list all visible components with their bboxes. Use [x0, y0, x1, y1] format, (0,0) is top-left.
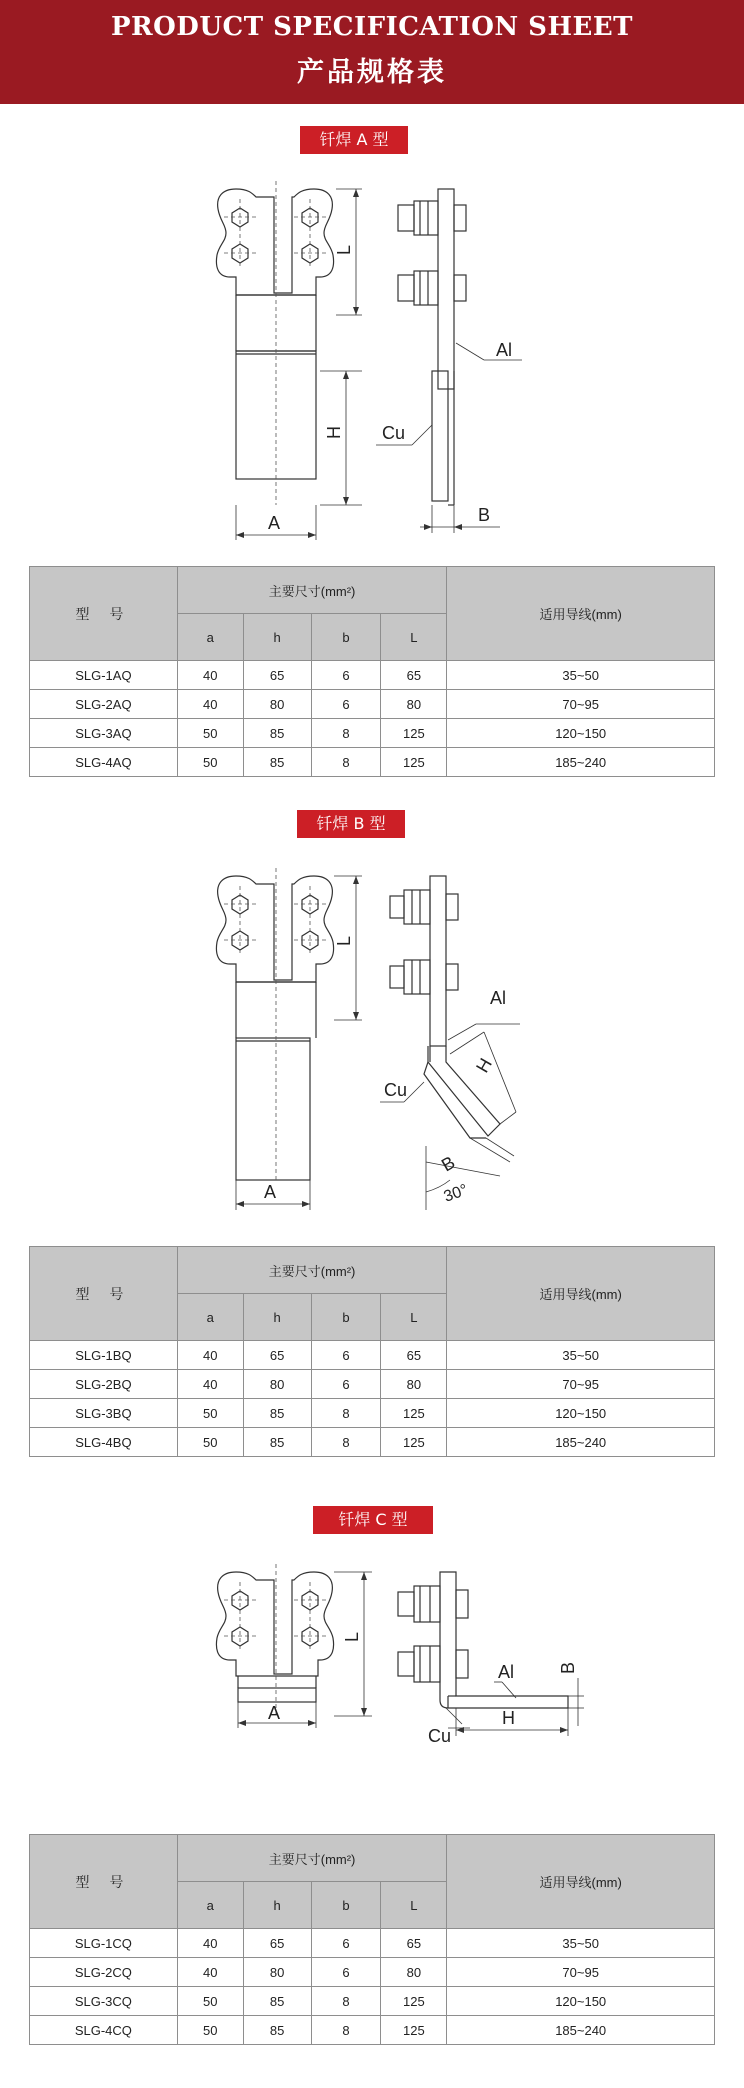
header-banner: [0, 0, 744, 104]
model-header: 型 号: [30, 1247, 178, 1341]
cell-l: 80: [381, 1958, 447, 1987]
cell-wire: 70~95: [447, 690, 715, 719]
dim-label-a-a: A: [268, 513, 281, 533]
dim-label-h-a: H: [324, 426, 344, 439]
cell-l: 65: [381, 661, 447, 690]
cell-h: 80: [243, 690, 311, 719]
cell-wire: 185~240: [447, 1428, 715, 1457]
cell-a: 50: [177, 1428, 243, 1457]
dim-label-l-a: L: [334, 244, 354, 255]
material-label-cu-a: Cu: [382, 423, 406, 443]
spec-table-c: [29, 1834, 715, 2045]
section-label-b: 钎焊 B 型: [297, 810, 405, 838]
wire-header: 适用导线(mm): [447, 567, 715, 661]
cell-a: 40: [177, 1958, 243, 1987]
material-label-cu-c: Cu: [428, 1726, 452, 1746]
model-header: 型 号: [30, 567, 178, 661]
cell-a: 50: [177, 2016, 243, 2045]
title-english: PRODUCT SPECIFICATION SHEET: [111, 12, 633, 42]
cell-l: 125: [381, 1399, 447, 1428]
table-row: [30, 1341, 715, 1370]
dim-label-angle-b: 30°: [441, 1181, 471, 1206]
cell-model: SLG-1BQ: [30, 1341, 178, 1370]
dim-label-a-b: A: [264, 1182, 277, 1202]
cell-model: SLG-4AQ: [30, 748, 178, 777]
wire-header: 适用导线(mm): [447, 1835, 715, 1929]
table-row: [30, 2016, 715, 2045]
table-row: [30, 1428, 715, 1457]
col-header-a: a: [177, 614, 243, 661]
diagram-type-b: [0, 862, 744, 1222]
cell-h: 65: [243, 1929, 311, 1958]
title-chinese: 产品规格表: [297, 57, 447, 88]
model-header: 型 号: [30, 1835, 178, 1929]
cell-a: 40: [177, 1370, 243, 1399]
cell-l: 65: [381, 1341, 447, 1370]
dims-header: 主要尺寸(mm²): [177, 1835, 447, 1882]
cell-b: 8: [311, 1987, 381, 2016]
col-header-h: h: [243, 1294, 311, 1341]
dims-header: 主要尺寸(mm²): [177, 1247, 447, 1294]
cell-model: SLG-2CQ: [30, 1958, 178, 1987]
cell-h: 85: [243, 719, 311, 748]
material-label-al-b: Al: [490, 988, 507, 1008]
cell-l: 125: [381, 1987, 447, 2016]
cell-b: 6: [311, 690, 381, 719]
cell-wire: 70~95: [447, 1370, 715, 1399]
table-row: [30, 1370, 715, 1399]
table-row: [30, 1987, 715, 2016]
table-row: [30, 1958, 715, 1987]
col-header-b: b: [311, 614, 381, 661]
cell-h: 65: [243, 1341, 311, 1370]
cell-a: 50: [177, 719, 243, 748]
cell-model: SLG-3BQ: [30, 1399, 178, 1428]
material-label-al-a: Al: [496, 340, 513, 360]
cell-b: 6: [311, 1341, 381, 1370]
cell-b: 6: [311, 1929, 381, 1958]
cell-wire: 120~150: [447, 719, 715, 748]
col-header-b: b: [311, 1294, 381, 1341]
cell-model: SLG-4BQ: [30, 1428, 178, 1457]
spec-table-a: [29, 566, 715, 777]
table-row: [30, 1929, 715, 1958]
cell-h: 85: [243, 1428, 311, 1457]
cell-b: 8: [311, 748, 381, 777]
cell-a: 50: [177, 1399, 243, 1428]
cell-h: 85: [243, 2016, 311, 2045]
cell-h: 65: [243, 661, 311, 690]
col-header-a: a: [177, 1294, 243, 1341]
dim-label-b-b: B: [438, 1152, 459, 1176]
cell-model: SLG-1AQ: [30, 661, 178, 690]
table-row: [30, 1399, 715, 1428]
cell-h: 85: [243, 1399, 311, 1428]
table-row: [30, 748, 715, 777]
col-header-l: L: [381, 1882, 447, 1929]
material-label-al-c: Al: [498, 1662, 515, 1682]
table-row: [30, 661, 715, 690]
wire-header: 适用导线(mm): [447, 1247, 715, 1341]
diagram-type-c: [0, 1558, 744, 1798]
col-header-l: L: [381, 614, 447, 661]
cell-b: 8: [311, 2016, 381, 2045]
cell-l: 125: [381, 1428, 447, 1457]
table-row: [30, 719, 715, 748]
cell-a: 40: [177, 661, 243, 690]
col-header-h: h: [243, 614, 311, 661]
cell-h: 80: [243, 1370, 311, 1399]
cell-l: 125: [381, 2016, 447, 2045]
cell-wire: 35~50: [447, 1929, 715, 1958]
dim-label-l-b: L: [334, 935, 354, 946]
cell-model: SLG-3AQ: [30, 719, 178, 748]
cell-a: 40: [177, 1929, 243, 1958]
cell-h: 80: [243, 1958, 311, 1987]
col-header-l: L: [381, 1294, 447, 1341]
cell-b: 8: [311, 1399, 381, 1428]
dim-label-h-c: H: [502, 1708, 515, 1728]
dim-label-b-a: B: [478, 505, 491, 525]
spec-table-b: [29, 1246, 715, 1457]
diagram-type-a: [0, 175, 744, 545]
cell-wire: 70~95: [447, 1958, 715, 1987]
cell-b: 6: [311, 661, 381, 690]
cell-l: 80: [381, 690, 447, 719]
col-header-b: b: [311, 1882, 381, 1929]
cell-l: 125: [381, 719, 447, 748]
dims-header: 主要尺寸(mm²): [177, 567, 447, 614]
cell-wire: 35~50: [447, 1341, 715, 1370]
cell-l: 125: [381, 748, 447, 777]
dim-label-h-b: H: [472, 1054, 496, 1076]
cell-h: 85: [243, 748, 311, 777]
cell-h: 85: [243, 1987, 311, 2016]
cell-b: 8: [311, 719, 381, 748]
cell-model: SLG-3CQ: [30, 1987, 178, 2016]
cell-l: 80: [381, 1370, 447, 1399]
cell-b: 8: [311, 1428, 381, 1457]
cell-model: SLG-1CQ: [30, 1929, 178, 1958]
cell-a: 50: [177, 1987, 243, 2016]
dim-label-b-c: B: [558, 1661, 578, 1674]
section-label-a: 钎焊 A 型: [300, 126, 408, 154]
dim-label-l-c: L: [342, 1631, 362, 1642]
cell-b: 6: [311, 1370, 381, 1399]
cell-wire: 120~150: [447, 1399, 715, 1428]
cell-model: SLG-4CQ: [30, 2016, 178, 2045]
col-header-a: a: [177, 1882, 243, 1929]
cell-wire: 35~50: [447, 661, 715, 690]
cell-wire: 185~240: [447, 2016, 715, 2045]
cell-b: 6: [311, 1958, 381, 1987]
cell-a: 50: [177, 748, 243, 777]
cell-a: 40: [177, 690, 243, 719]
col-header-h: h: [243, 1882, 311, 1929]
cell-model: SLG-2BQ: [30, 1370, 178, 1399]
cell-wire: 185~240: [447, 748, 715, 777]
section-label-c: 钎焊 C 型: [313, 1506, 433, 1534]
dim-label-a-c: A: [268, 1703, 281, 1723]
table-row: [30, 690, 715, 719]
cell-a: 40: [177, 1341, 243, 1370]
cell-model: SLG-2AQ: [30, 690, 178, 719]
material-label-cu-b: Cu: [384, 1080, 408, 1100]
cell-l: 65: [381, 1929, 447, 1958]
cell-wire: 120~150: [447, 1987, 715, 2016]
